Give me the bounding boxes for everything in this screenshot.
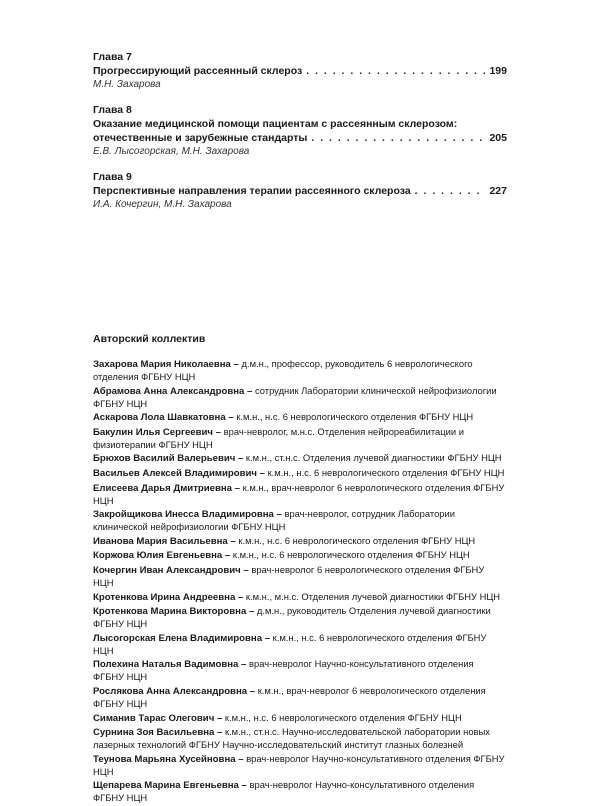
list-item [93, 411, 507, 424]
list-item [93, 452, 507, 465]
chapter-authors: И.А. Кочергин, М.Н. Захарова [93, 199, 232, 210]
chapter-title: Перспективные направления терапии рассеянного склероза [93, 185, 411, 197]
list-item [93, 753, 507, 778]
member-role: к.м.н., н.с. 6 неврологического отделения ФГБНУ НЦН [224, 711, 462, 723]
page-number: 205 [489, 132, 507, 144]
member-role: сотрудник Лаборатории клинической нейрофизиологии ФГБНУ НЦН [93, 384, 497, 409]
member-role: к.м.н., врач-невролог 6 неврологического отделения ФГБНУ НЦН [93, 684, 486, 709]
dot-leader [306, 64, 485, 78]
member-name: Полехина Наталья Вадимовна – [93, 659, 247, 671]
member-name: Сурнина Зоя Васильевна – [93, 727, 223, 739]
list-item [93, 605, 507, 630]
list-item [93, 482, 507, 507]
member-role: врач-невролог, сотрудник Лаборатории клинической нейрофизиологии ФГБНУ НЦН [93, 508, 455, 533]
member-role: к.м.н., н.с. 6 неврологического отделения ФГБНУ НЦН [93, 631, 487, 656]
member-name: Захарова Мария Николаевна – [93, 359, 239, 370]
member-role: к.м.н., ст.н.с. Научно-исследовательской лаборатории новых лазерных технологий ФГБНУ Научно-исследовательский институт глазных болезней [93, 726, 490, 751]
authors-collective [93, 332, 507, 806]
member-name: Васильев Алексей Владимирович – [93, 467, 265, 479]
list-item [93, 385, 507, 410]
member-role: к.м.н., н.с. 6 неврологического отделения ФГБНУ НЦН [236, 411, 474, 423]
member-role: д.м.н., профессор, руководитель 6 неврологического отделения ФГБНУ НЦН [93, 358, 473, 382]
member-name: Кочергин Иван Александрович – [93, 564, 249, 576]
member-name: Симанив Тарас Олегович – [93, 712, 223, 724]
chapter-authors: М.Н. Захарова [93, 79, 161, 90]
list-item [93, 632, 507, 657]
chapter-8 [93, 103, 507, 159]
member-name: Закройщикова Инесса Владимировна – [93, 509, 282, 521]
chapter-label: Глава 8 [93, 104, 132, 116]
page-number: 227 [489, 185, 507, 197]
member-name: Кротенкова Марина Викторовна – [93, 606, 255, 618]
list-item [93, 549, 507, 562]
member-name: Лысогорская Елена Владимировна – [93, 632, 271, 644]
list-item [93, 467, 507, 480]
chapter-title-line[interactable] [93, 131, 507, 145]
member-role: к.м.н., н.с. 6 неврологического отделения ФГБНУ НЦН [238, 534, 476, 546]
member-name: Теунова Марьяна Хусейновна – [93, 753, 244, 765]
member-role: врач-невролог, м.н.с. Отделения нейрореабилитации и физиотерапии ФГБНУ НЦН [93, 425, 464, 450]
list-item [93, 712, 507, 725]
list-item [93, 535, 507, 548]
member-role: врач-невролог 6 неврологического отделения ФГБНУ НЦН [93, 563, 485, 588]
member-name: Абрамова Анна Александровна – [93, 385, 253, 397]
list-item [93, 726, 507, 751]
member-role: врач-невролог Научно-консультативного отделения ФГБНУ НЦН [93, 779, 475, 804]
member-role: врач-невролог Научно-консультативного отделения ФГБНУ НЦН [93, 658, 474, 683]
member-name: Брюхов Василий Валерьевич – [93, 453, 244, 465]
chapter-7 [93, 50, 507, 92]
member-name: Рослякова Анна Александровна – [93, 685, 256, 697]
member-name: Коржова Юлия Евгеньевна – [93, 550, 231, 562]
chapter-9 [93, 170, 507, 212]
page-number: 199 [489, 65, 507, 77]
list-item [93, 508, 507, 533]
chapter-title-first-line: Оказание медицинской помощи пациентам с рассеянным склерозом: [93, 118, 458, 130]
list-item [93, 779, 507, 804]
chapter-title-line[interactable] [93, 184, 507, 198]
member-role: к.м.н., ст.н.с. Отделения лучевой диагностики ФГБНУ НЦН [245, 452, 502, 464]
table-of-contents [93, 50, 507, 223]
member-role: к.м.н., н.с. 6 неврологического отделения ФГБНУ НЦН [232, 549, 470, 561]
dot-leader [415, 184, 486, 198]
list-item [93, 358, 507, 383]
member-name: Аскарова Лола Шавкатовна – [93, 412, 234, 424]
list-item [93, 426, 507, 451]
chapter-title: отечественные и зарубежные стандарты [93, 132, 308, 144]
member-role: к.м.н., врач-невролог 6 неврологического отделения ФГБНУ НЦН [93, 481, 505, 506]
list-item [93, 685, 507, 710]
member-name: Бакулин Илья Сергеевич – [93, 426, 222, 438]
chapter-authors: Е.В. Лысогорская, М.Н. Захарова [93, 146, 250, 157]
chapter-label: Глава 9 [93, 171, 132, 183]
chapter-title-line[interactable] [93, 64, 507, 78]
chapter-title: Прогрессирующий рассеянный склероз [93, 65, 303, 77]
member-role: к.м.н., м.н.с. Отделения лучевой диагностики ФГБНУ НЦН [245, 590, 501, 602]
list-item [93, 591, 507, 604]
member-role: врач-невролог Научно-консультативного отделения ФГБНУ НЦН [93, 752, 505, 777]
member-name: Кротенкова Ирина Андреевна – [93, 591, 244, 603]
list-item [93, 564, 507, 589]
section-title: Авторский коллектив [93, 333, 206, 345]
member-role: к.м.н., н.с. 6 неврологического отделения ФГБНУ НЦН [267, 466, 505, 478]
chapter-label: Глава 7 [93, 51, 132, 63]
member-role: д.м.н., руководитель Отделения лучевой диагностики ФГБНУ НЦН [93, 605, 491, 630]
member-list [93, 358, 507, 804]
member-name: Иванова Мария Васильевна – [93, 535, 236, 547]
member-name: Елисеева Дарья Дмитриевна – [93, 482, 241, 494]
list-item [93, 658, 507, 683]
dot-leader [311, 131, 485, 145]
member-name: Щепарева Марина Евгеньевна – [93, 780, 247, 792]
